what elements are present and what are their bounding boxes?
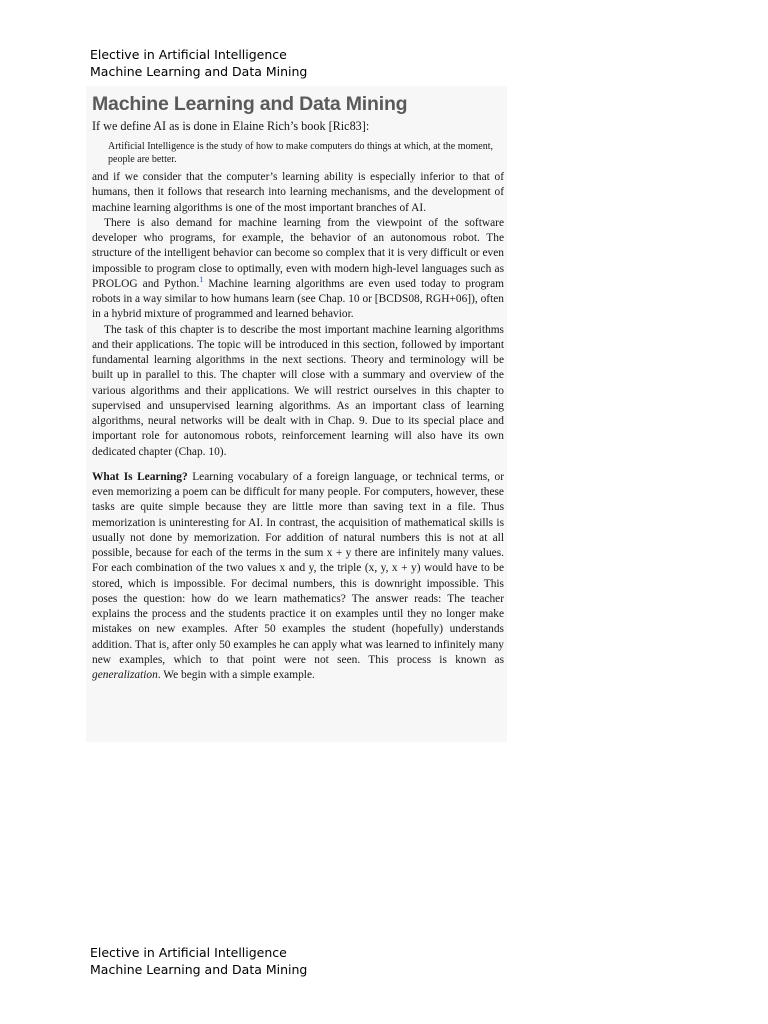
footnote-marker[interactable]: 1 — [199, 274, 204, 284]
paragraph-4 — [92, 470, 504, 684]
scanned-page-image — [86, 86, 507, 742]
footer-topic-title: Machine Learning and Data Mining — [90, 962, 308, 977]
paragraph-2-text-a: There is also demand for machine learning from the viewpoint of the software developer who programs, for example, the behavior of an autonomous robot. The structure of the intelligent behavior can become so complex that it is very difficult or even impossible to program close to optimally, even with modern high-level languages such as PROLOG and Python. — [92, 216, 504, 290]
section-heading: Machine Learning and Data Mining — [92, 93, 408, 115]
paragraph-4-text-b: . We begin with a simple example. — [157, 669, 315, 681]
block-quote: Artificial Intelligence is the study of how to make computers do things at which, at the moment, people are better. — [108, 141, 493, 165]
footer-course-title: Elective in Artificial Intelligence — [90, 945, 287, 960]
scanned-page-content — [92, 90, 504, 683]
intro-sentence: If we define AI as is done in Elaine Rich’s book [Ric83]: — [92, 119, 370, 133]
emphasized-term: generalization — [92, 669, 158, 681]
paragraph-1: and if we consider that the computer’s learning ability is especially inferior to that of humans, then it follows that research into learning mechanisms, and the development of machine learning algorithms is one of the most important branches of AI. — [92, 171, 504, 214]
running-footer — [90, 944, 307, 978]
header-topic-title: Machine Learning and Data Mining — [90, 64, 308, 79]
paragraph-2 — [92, 216, 504, 323]
paragraph-2-text-b: Machine learning algorithms are even used today to program robots in a way similar to how humans learn (see Chap. 10 or [BCDS08, RGH+06]), often in a hybrid mixture of programmed and learned behavior. — [92, 277, 504, 321]
paragraph-4-text-a: Learning vocabulary of a foreign language, or technical terms, or even memorizing a poem can be difficult for many people. For computers, however, these tasks are quite simple because they are little more than saving text in a file. Thus memorization is uninteresting for AI. In contrast, the acquisition of mathematical skills is usually not done by memorization. For addition of natural numbers this is not at all possible, because for each of the terms in the sum x + y there are infinitely many values. For each combination of the two values x and y, the triple (x, y, x + y) would have to be stored, which is impossible. For decimal numbers, this is downright impossible. This poses the question: how do we learn mathematics? The answer reads: The teacher explains the process and the students practice it on examples until they no longer make mistakes on new examples. After 50 examples the student (hopefully) understands addition. That is, after only 50 examples he can apply what was learned to infinitely many new examples, which to that point were not seen. This process is known as — [92, 470, 505, 666]
running-header — [90, 46, 307, 80]
run-in-heading: What Is Learning? — [92, 470, 188, 483]
paragraph-3: The task of this chapter is to describe the most important machine learning algorithms and their applications. The topic will be introduced in this section, followed by important fundamental learning algorithms in the next sections. Theory and terminology will be built up in parallel to this. The chapter will close with a summary and overview of the various algorithms and their applications. We will restrict ourselves in this chapter to supervised and unsupervised learning algorithms. As an important class of learning algorithms, neural networks will be dealt with in Chap. 9. Due to its special place and important role for autonomous robots, reinforcement learning will also have its own dedicated chapter (Chap. 10). — [92, 323, 504, 458]
header-course-title: Elective in Artificial Intelligence — [90, 47, 287, 62]
